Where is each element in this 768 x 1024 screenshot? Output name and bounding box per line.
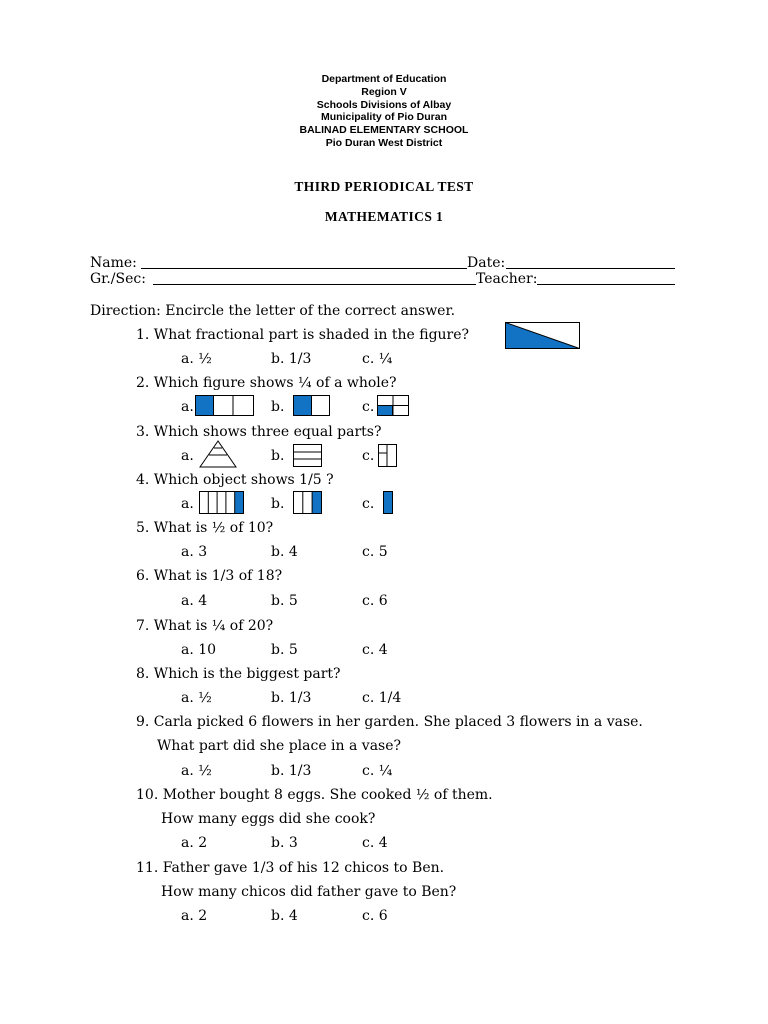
question-6: 6. What is 1/3 of 18?: [136, 568, 283, 584]
question-9: 9. Carla picked 6 flowers in her garden. She placed 3 flowers in a vase.: [136, 714, 643, 730]
q10-option-b[interactable]: b. 3: [271, 835, 298, 851]
q4-b-thirds-figure: [293, 491, 323, 515]
q7-option-c[interactable]: c. 4: [362, 642, 388, 658]
q11-option-c[interactable]: c. 6: [362, 908, 388, 924]
question-2: 2. Which figure shows ¼ of a whole?: [136, 375, 397, 391]
header-line: Region V: [361, 85, 407, 98]
q3-option-b[interactable]: b.: [271, 448, 285, 464]
q5-option-a[interactable]: a. 3: [181, 544, 208, 560]
question-3: 3. Which shows three equal parts?: [136, 424, 382, 440]
q8-option-a[interactable]: a. ½: [181, 690, 212, 706]
q3-option-c[interactable]: c.: [362, 448, 375, 464]
q1-option-b[interactable]: b. 1/3: [271, 351, 312, 367]
q2-option-b[interactable]: b.: [271, 399, 285, 415]
q7-option-a[interactable]: a. 10: [181, 642, 217, 658]
q4-option-a[interactable]: a.: [181, 496, 194, 512]
q3-a-triangle-figure: [199, 440, 237, 468]
q6-option-b[interactable]: b. 5: [271, 593, 298, 609]
q7-option-b[interactable]: b. 5: [271, 642, 298, 658]
q1-option-a[interactable]: a. ½: [181, 351, 212, 367]
q4-option-c[interactable]: c.: [362, 496, 375, 512]
q1-option-c[interactable]: c. ¼: [362, 351, 393, 367]
school-header: [0, 73, 768, 150]
question-1: 1. What fractional part is shaded in the figure?: [136, 327, 470, 343]
date-label: Date:: [467, 255, 506, 271]
q10-option-c[interactable]: c. 4: [362, 835, 388, 851]
header-line: Department of Education: [321, 73, 447, 85]
question-10-line-2: How many eggs did she cook?: [161, 811, 376, 827]
q10-option-a[interactable]: a. 2: [181, 835, 208, 851]
q9-option-b[interactable]: b. 1/3: [271, 763, 312, 779]
q3-option-a[interactable]: a.: [181, 448, 194, 464]
q2-a-quarters-figure: [195, 395, 255, 417]
question-8: 8. Which is the biggest part?: [136, 666, 341, 682]
q6-option-c[interactable]: c. 6: [362, 593, 388, 609]
question-10: 10. Mother bought 8 eggs. She cooked ½ of them.: [136, 787, 493, 803]
name-line[interactable]: [141, 268, 467, 269]
q4-a-fifths-figure: [199, 491, 245, 515]
q9-option-c[interactable]: c. ¼: [362, 763, 393, 779]
header-line: Municipality of Pio Duran: [320, 111, 447, 124]
question-11-line-2: How many chicos did father gave to Ben?: [161, 884, 457, 900]
q9-option-a[interactable]: a. ½: [181, 763, 212, 779]
teacher-label: Teacher:: [476, 271, 538, 287]
q4-c-bar-figure: [383, 491, 394, 515]
q11-option-b[interactable]: b. 4: [271, 908, 298, 924]
date-line[interactable]: [506, 268, 675, 269]
question-4: 4. Which object shows 1/5 ?: [136, 472, 334, 488]
q3-b-three-rows-figure: [293, 444, 323, 468]
question-9-line-2: What part did she place in a vase?: [157, 738, 402, 754]
q8-option-b[interactable]: b. 1/3: [271, 690, 312, 706]
question-11: 11. Father gave 1/3 of his 12 chicos to Ben.: [136, 860, 445, 876]
teacher-line[interactable]: [537, 284, 675, 285]
question-5: 5. What is ½ of 10?: [136, 520, 274, 536]
name-label: Name:: [90, 255, 137, 271]
q6-option-a[interactable]: a. 4: [181, 593, 208, 609]
q2-b-halves-figure: [293, 395, 331, 417]
q4-option-b[interactable]: b.: [271, 496, 285, 512]
q2-option-c[interactable]: c.: [362, 399, 375, 415]
q11-option-a[interactable]: a. 2: [181, 908, 208, 924]
q1-shaded-rectangle-figure: [505, 322, 581, 350]
subject-title: MATHEMATICS 1: [324, 209, 444, 224]
test-title: THIRD PERIODICAL TEST: [294, 179, 474, 194]
direction-text: Direction: Encircle the letter of the correct answer.: [90, 303, 456, 319]
header-line: BALINAD ELEMENTARY SCHOOL: [299, 124, 469, 137]
q8-option-c[interactable]: c. 1/4: [362, 690, 402, 706]
question-7: 7. What is ¼ of 20?: [136, 618, 274, 634]
q2-option-a[interactable]: a.: [181, 399, 194, 415]
q5-option-b[interactable]: b. 4: [271, 544, 298, 560]
q2-c-four-squares-figure: [377, 395, 410, 417]
grsec-line[interactable]: [153, 284, 476, 285]
q3-c-unequal-parts-figure: [378, 444, 398, 468]
header-line: Pio Duran West District: [325, 136, 443, 149]
header-line: Schools Divisions of Albay: [316, 98, 452, 111]
q5-option-c[interactable]: c. 5: [362, 544, 388, 560]
grsec-label: Gr./Sec:: [90, 271, 146, 287]
